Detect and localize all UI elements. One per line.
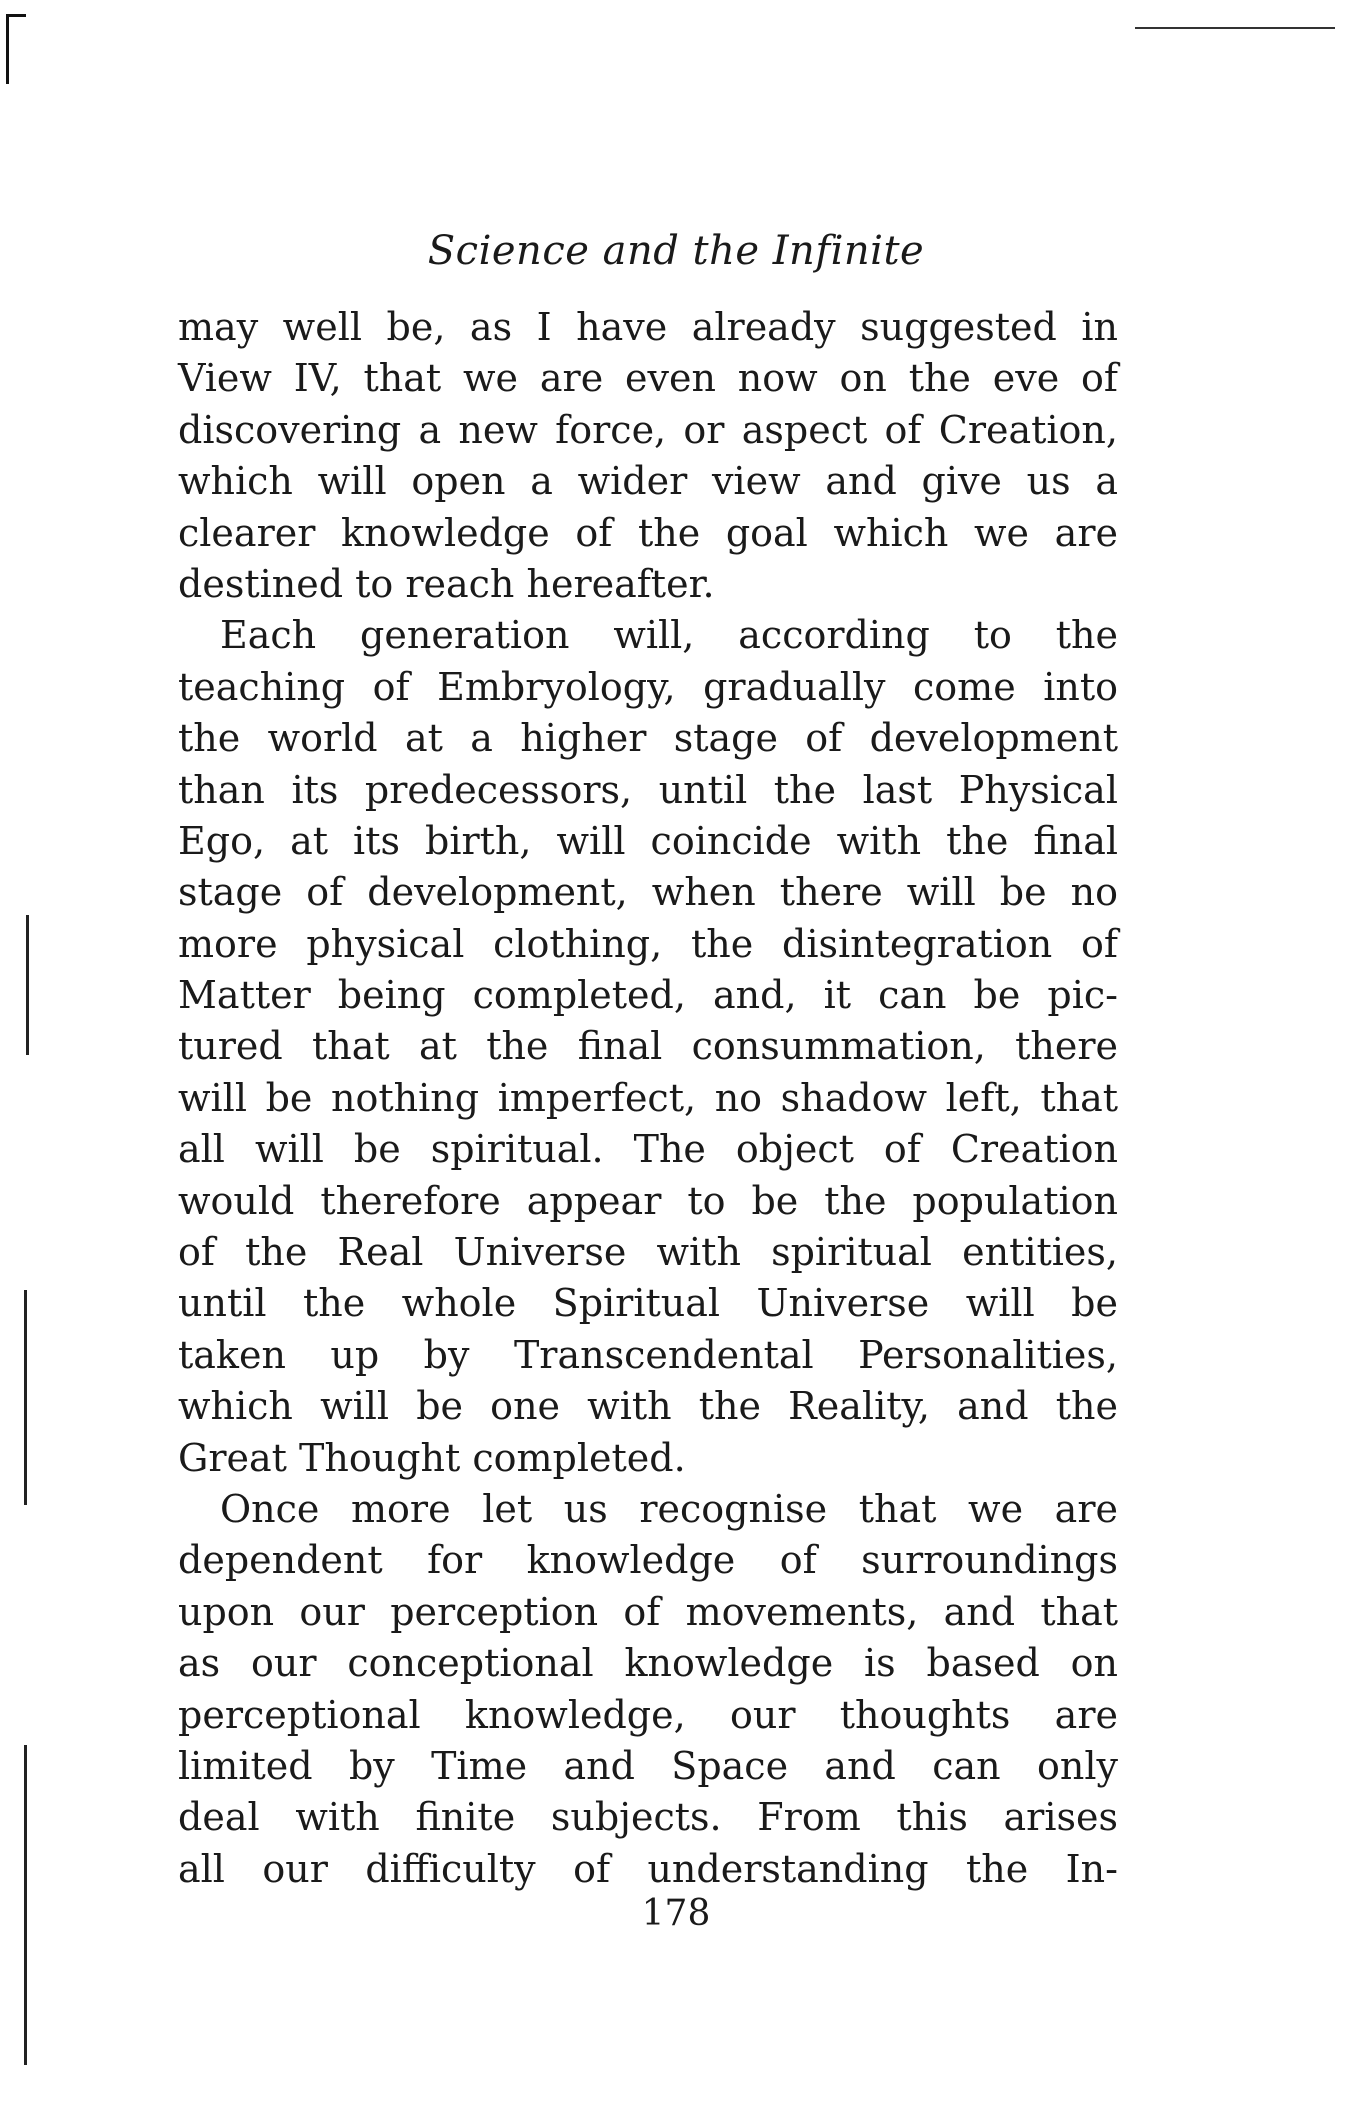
crop-mark-horizontal — [6, 14, 26, 17]
margin-scan-mark — [24, 1290, 27, 1505]
text-line: all our difficulty of understanding the In- — [178, 1846, 1118, 1891]
text-line: Ego, at its birth, will coincide with the final — [178, 818, 1118, 863]
text-line: may well be, as I have already suggested in — [178, 305, 1118, 349]
text-line: which will be one with the Reality, and the — [178, 1384, 1118, 1429]
text-line: all will be spiritual. The object of Creation — [178, 1127, 1118, 1172]
text-line: than its predecessors, until the last Physical — [178, 767, 1118, 812]
text-line: perceptional knowledge, our thoughts are — [178, 1692, 1118, 1737]
body-text — [178, 302, 1118, 1895]
text-line: discovering a new force, or aspect of Creation, — [178, 407, 1118, 452]
text-line: stage of development, when there will be no — [178, 870, 1118, 915]
text-line: the world at a higher stage of development — [178, 716, 1118, 761]
text-line: tured that at the final consummation, there — [178, 1024, 1118, 1069]
text-line: clearer knowledge of the goal which we are — [178, 510, 1118, 555]
text-line: Once more let us recognise that we are — [220, 1486, 1118, 1531]
text-line: View IV, that we are even now on the eve of — [178, 356, 1118, 401]
text-line: more physical clothing, the disintegration of — [178, 921, 1118, 966]
crop-mark — [6, 14, 24, 84]
text-line: upon our perception of movements, and that — [178, 1589, 1118, 1634]
crop-mark-vertical — [6, 14, 9, 84]
text-line: limited by Time and Space and can only — [178, 1743, 1118, 1788]
text-line: Each generation will, according to the — [220, 613, 1118, 658]
scan-edge-rule — [1135, 27, 1335, 29]
text-line: will be nothing imperfect, no shadow left, that — [178, 1075, 1118, 1120]
text-line: teaching of Embryology, gradually come into — [178, 664, 1118, 709]
text-line: as our conceptional knowledge is based on — [178, 1641, 1118, 1686]
text-line: until the whole Spiritual Universe will be — [178, 1281, 1118, 1326]
running-header: Science and the Infinite — [427, 228, 925, 274]
text-line: Great Thought completed. — [178, 1435, 686, 1480]
text-line: which will open a wider view and give us a — [178, 459, 1118, 504]
text-line: Matter being completed, and, it can be pic- — [178, 973, 1118, 1018]
text-line: deal with finite subjects. From this arises — [178, 1795, 1118, 1840]
text-line: of the Real Universe with spiritual entities, — [178, 1230, 1118, 1275]
text-line: taken up by Transcendental Personalities, — [178, 1332, 1118, 1377]
page-number: 178 — [641, 1893, 711, 1934]
text-line: dependent for knowledge of surroundings — [178, 1538, 1118, 1583]
text-line: destined to reach hereafter. — [178, 561, 715, 606]
text-line: would therefore appear to be the population — [178, 1178, 1118, 1223]
margin-scan-mark — [26, 915, 29, 1055]
